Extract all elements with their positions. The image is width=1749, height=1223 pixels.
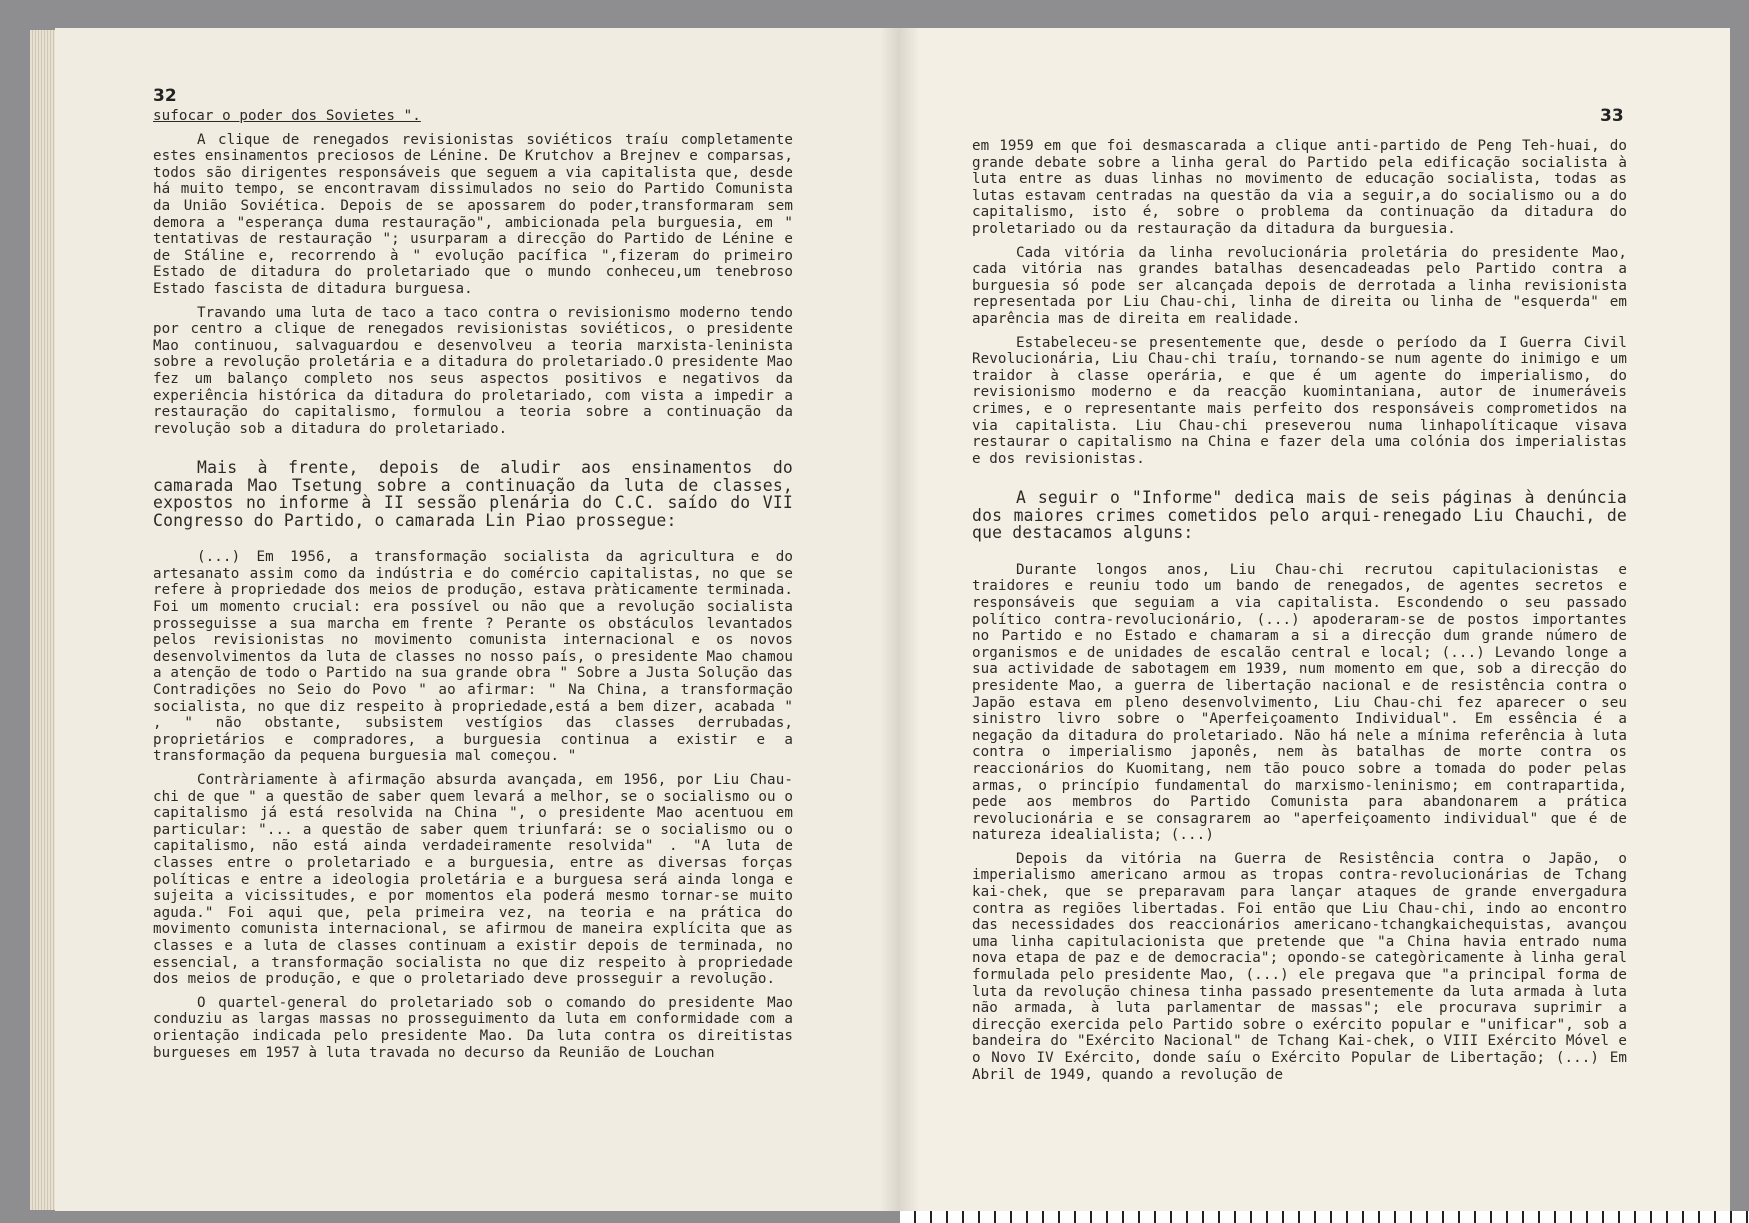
left-page: [55, 28, 901, 1211]
quote-paragraph: Durante longos anos, Liu Chau-chi recrutou capitulacionistas e traidores e reuniu todo um bando de renegados, de agentes secretos e responsáveis que seguiam a via capitalista. Escondendo o seu passado político contra-revolucionário, (...) apoderaram-se de postos importantes no Partido e no Estado e chamaram a si a direcção dum grande número de organismos e de unidades de escalão central e local; (...) Levando longe a sua actividade de sabotagem em 1939, num momento em que, sob a direcção do presidente Mao, a guerra de libertação nacional e de resistência contra o Japão estava em pleno desenvolvimento, Liu Chau-chi fez aparecer o seu sinistro livro sobre o "Aperfeiçoamento Individual". Em essência é a negação da ditadura do proletariado. Não há nele a mínima referência à luta contra o imperialismo japonês, nem às batalhas de morte contra os reaccionários do Kuomitang, nem tão pouco sobre a tomada do poder pelas armas, o princípio fundamental do marxismo-leninismo; em contrapartida, pede aos membros do Partido Comunista para abandonarem a prática revolucionária e se consagrarem ao "aperfeiçoamento individual" que é de natureza idealialista; (...): [972, 561, 1627, 844]
heading-line: sufocar o poder dos Sovietes ".: [153, 108, 421, 124]
quote-paragraph: O quartel-general do proletariado sob o comando do presidente Mao conduziu as largas massas no prosseguimento da luta em conformidade com a orientação indicada pelo presidente Mao. Da luta contra os direitistas burgueses em 1957 à luta travada no decurso da Reunião de Louchan: [153, 994, 793, 1061]
intro-paragraph: A seguir o "Informe" dedica mais de seis páginas à denúncia dos maiores crimes cometidos pelo arqui-renegado Liu Chauchi, de que destacamos alguns:: [972, 488, 1627, 543]
quote-paragraph: Contràriamente à afirmação absurda avançada, em 1956, por Liu Chau-chi de que " a questão de saber quem levará a melhor, se o socialismo ou o capitalismo já está resolvida na China ", o presidente Mao acentuou em particular: "... a questão de saber quem triunfará: se o socialismo ou o capitalismo, não está ainda verdadeiramente resolvida" . "A luta de classes entre o proletariado e a burguesia, entre as diversas forças políticas e entre a ideologia proletária e a burguesa será ainda longa e sujeita a vicissitudes, e por momentos ela poderá mesmo tornar-se muito aguda." Foi aqui que, pela primeira vez, na teoria e na prática do movimento comunista internacional, se afirmou de maneira explícita que as classes e a luta de classes continuam a existir depois de terminada, no essencial, a transformação socialista no que diz respeito à propriedade dos meios de produção, e que o proletariado deve prosseguir a revolução.: [153, 772, 793, 988]
quote-paragraph: (...) Em 1956, a transformação socialista da agricultura e do artesanato assim como da indústria e do comércio capitalistas, no que se refere à propriedade dos meios de produção, estava pràticamente terminada. Foi um momento crucial: era possível ou não que a revolução socialista prosseguisse a sua marcha em frente ? Perante os obstáculos levantados pelos revisionistas no movimento comunista internacional e os novos desenvolvimentos da luta de classes no nosso país, o presidente Mao chamou a atenção de todo o Partido na sua grande obra " Sobre a Justa Solução das Contradições no Seio do Povo " ao afirmar: " Na China, a transformação socialista, no que diz respeito à propriedade,está a bem dizer, acabada " , " não obstante, subsistem vestígios das classes derrubadas, proprietários e compradores, a burguesia continua a existir e a transformação da pequena burguesia mal começou. ": [153, 549, 793, 765]
paragraph: Estabeleceu-se presentemente que, desde o período da I Guerra Civil Revolucionária, Liu Chau-chi traíu, tornando-se num agente do inimigo e um traidor à classe operária, e que é um agente do imperialismo, do revisionismo moderno e da reacção kuomintaniana, autor de inumeráveis crimes, e o representante mais perfeito dos responsáveis comprometidos na via capitalista. Liu Chau-chi preseverou numa linhapolíticaque visava restaurar o capitalismo na China e fazer dela uma colónia dos imperialistas e dos revisionistas.: [972, 334, 1627, 467]
quote-paragraph: Depois da vitória na Guerra de Resistência contra o Japão, o imperialismo americano armou as tropas contra-revolucionárias de Tchang kai-chek, que se preparavam para lançar ataques de grande envergadura contra as regiões libertadas. Foi então que Liu Chau-chi, indo ao encontro das necessidades dos reaccionários americano-tchangkaichequistas, avançou uma linha capitulacionista que pretende que "a China havia entrado numa nova etapa de paz e de democracia"; opondo-se categòricamente à linha geral formulada pelo presidente Mao, (...) ele pregava que "a principal forma de luta da revolução chinesa tinha passado presentemente da luta armada à luta não armada, à luta parlamentar de massas"; ele procurava suprimir a direcção exercida pelo Partido sobre o exército popular e "unificar", sob a bandeira do "Exército Nacional" de Tchang Kai-chek, o VIII Exército Móvel e o Novo IV Exército, donde saíu o Exército Popular de Libertação; (...) Em Abril de 1949, quando a revolução de: [972, 850, 1627, 1083]
intro-paragraph: Mais à frente, depois de aludir aos ensinamentos do camarada Mao Tsetung sobre a continuação da luta de classes, expostos no informe à II sessão plenária do C.C. saído do VII Congresso do Partido, o camarada Lin Piao prossegue:: [153, 458, 793, 530]
paragraph: A clique de renegados revisionistas soviéticos traíu completamente estes ensinamentos preciosos de Lénine. De Krutchov a Brejnev e comparsas, todos são dirigentes responsáveis que seguem a via capitalista que, desde há muito tempo, se encontravam dissimulados no seio do Partido Comunista da União Soviética. Depois de se apossarem do poder,transformaram sem demora a "esperança duma restauração", ambicionada pela burguesia, em " tentativas de restauração "; usurparam a direcção do Partido de Lénine e de Stáline e, recorrendo à " evolução pacífica ",fizeram do primeiro Estado de ditadura do proletariado que o mundo conheceu,um tenebroso Estado fascista de ditadura burguesa.: [153, 131, 793, 297]
right-page: [900, 28, 1730, 1211]
book-gutter: [880, 28, 920, 1211]
paragraph: em 1959 em que foi desmascarada a clique anti-partido de Peng Teh-huai, do grande debate sobre a linha geral do Partido pela edificação socialista à luta entre as duas linhas no movimento de educação socialista, todas as lutas estavam centradas na questão da via a seguir,a do socialismo ou a do capitalismo, isto é, sobre o problema da continuação da ditadura do proletariado ou da restauração da ditadura da burguesia.: [972, 138, 1627, 237]
left-page-body: [153, 108, 793, 1068]
page-number-right: 33: [1600, 106, 1624, 126]
page-number-left: 32: [153, 86, 177, 106]
scale-ruler: [900, 1211, 1749, 1223]
paragraph: Travando uma luta de taco a taco contra o revisionismo moderno tendo por centro a clique de renegados revisionistas soviéticos, o presidente Mao continuou, salvaguardou e desenvolveu a teoria marxista-leninista sobre a revolução proletária e a ditadura do proletariado.O presidente Mao fez um balanço completo nos seus aspectos positivos e negativos da experiência histórica da ditadura do proletariado, com vista a impedir a restauração do capitalismo, formulou a teoria sobre a continuação da revolução sob a ditadura do proletariado.: [153, 304, 793, 437]
right-page-body: [972, 138, 1627, 1090]
paragraph: Cada vitória da linha revolucionária proletária do presidente Mao, cada vitória nas grandes batalhas desencadeadas pelo Partido contra a burguesia só pode ser alcançada depois de derrotada a linha revisionista representada por Liu Chau-chi, linha de direita ou linha de "esquerda" em aparência mas de direita em realidade.: [972, 244, 1627, 327]
